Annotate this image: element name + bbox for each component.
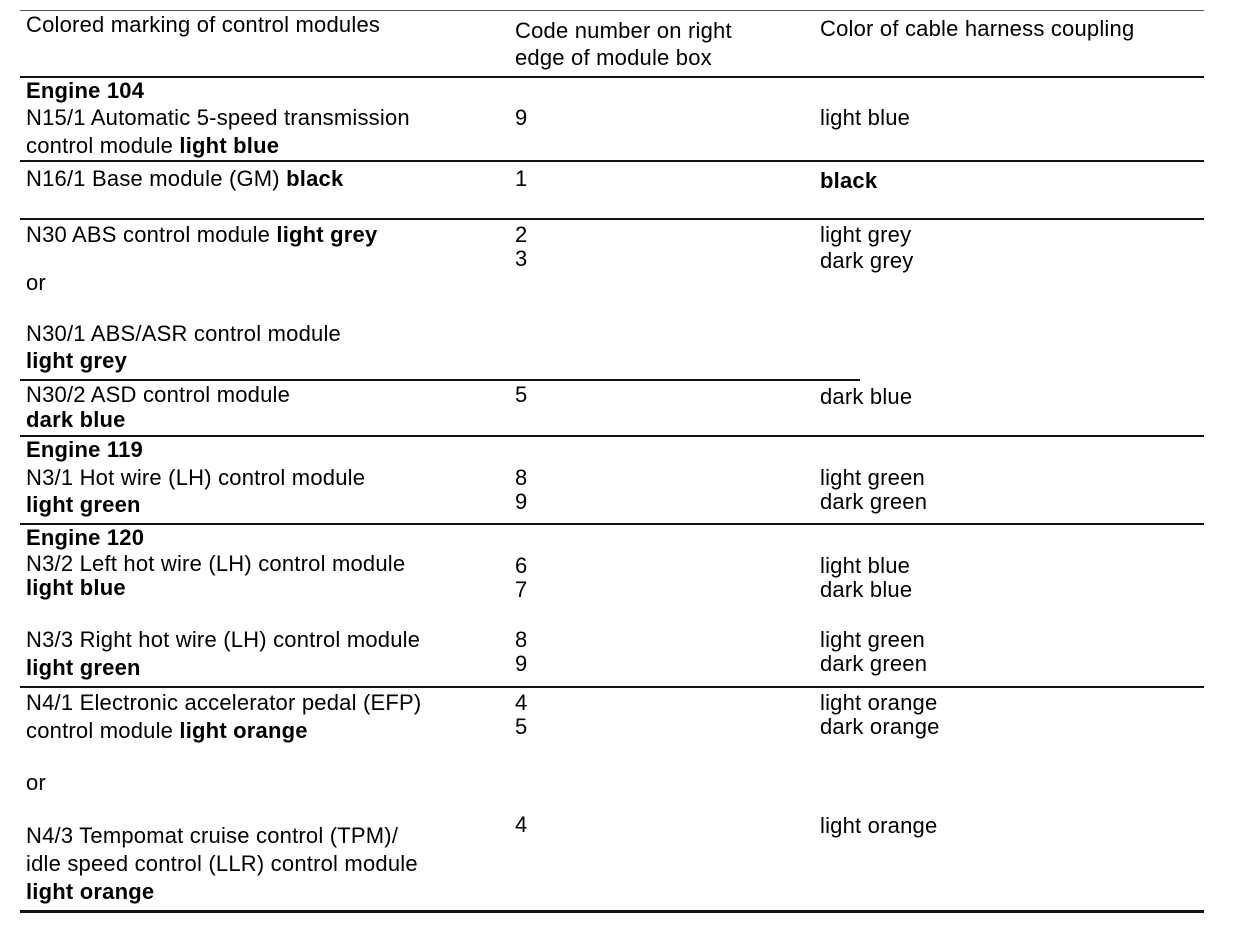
n4-3-label-line3: light orange — [26, 879, 155, 904]
n15-1-label-text: control module — [26, 133, 180, 158]
header-col-code-line2: edge of module box — [515, 45, 712, 70]
n30-label-text: N30 ABS control module — [26, 222, 277, 247]
header-col-marking: Colored marking of control modules — [26, 12, 381, 37]
n3-1-code-1: 8 — [515, 465, 528, 490]
n3-1-code-2: 9 — [515, 489, 528, 514]
table-top-rule — [20, 10, 1204, 11]
n3-2-coupling-color-2: dark blue — [820, 577, 913, 602]
n15-1-coupling-color: light blue — [820, 105, 911, 130]
n16-1-label-text: N16/1 Base module (GM) — [26, 166, 287, 191]
n3-1-label-line1: N3/1 Hot wire (LH) control module — [26, 465, 366, 490]
row-rule-6 — [20, 686, 1204, 688]
n3-3-coupling-color-2: dark green — [820, 651, 928, 676]
n3-2-code-2: 7 — [515, 577, 528, 602]
n3-3-code-1: 8 — [515, 627, 528, 652]
n30-1-label-line2: light grey — [26, 348, 128, 373]
n4-1-code-2: 5 — [515, 714, 528, 739]
n30-code-2: 3 — [515, 246, 528, 271]
n3-1-coupling-color-2: dark green — [820, 489, 928, 514]
section-engine-119: Engine 119 — [26, 437, 143, 462]
row-rule-5 — [20, 523, 1204, 525]
n30-1-label-line1: N30/1 ABS/ASR control module — [26, 321, 341, 346]
n16-1-label — [26, 166, 343, 192]
n30-2-code: 5 — [515, 382, 528, 407]
or-separator-1: or — [26, 270, 46, 295]
header-rule — [20, 76, 1204, 78]
section-engine-120: Engine 120 — [26, 525, 145, 550]
row-rule-3 — [20, 379, 860, 381]
n3-1-label-line2: light green — [26, 492, 141, 517]
n15-1-label-line2 — [26, 133, 279, 159]
row-rule-4 — [20, 435, 1204, 437]
n30-2-coupling-color: dark blue — [820, 384, 913, 409]
header-col-code-line1: Code number on right — [515, 18, 732, 43]
n4-1-coupling-color-1: light orange — [820, 690, 938, 715]
n3-3-label-line1: N3/3 Right hot wire (LH) control module — [26, 627, 421, 652]
n3-2-label-line2: light blue — [26, 575, 126, 600]
n4-1-label-line1: N4/1 Electronic accelerator pedal (EFP) — [26, 690, 422, 715]
n15-1-code: 9 — [515, 105, 528, 130]
n4-1-label-text: control module — [26, 718, 180, 743]
n4-3-coupling-color: light orange — [820, 813, 938, 838]
n4-1-label-line2 — [26, 718, 308, 744]
n4-1-code-1: 4 — [515, 690, 528, 715]
n4-3-label-line2: idle speed control (LLR) control module — [26, 851, 418, 876]
n30-2-label-line1: N30/2 ASD control module — [26, 382, 291, 407]
header-col-coupling: Color of cable harness coupling — [820, 16, 1135, 41]
row-rule-1 — [20, 160, 1204, 162]
row-rule-2 — [20, 218, 1204, 220]
n3-3-code-2: 9 — [515, 651, 528, 676]
n3-2-code-1: 6 — [515, 553, 528, 578]
n4-3-code: 4 — [515, 812, 528, 837]
n3-1-coupling-color-1: light green — [820, 465, 925, 490]
n30-label-color: light grey — [276, 222, 378, 247]
n30-code-1: 2 — [515, 222, 528, 247]
or-separator-2: or — [26, 770, 46, 795]
n30-2-label-line2: dark blue — [26, 407, 126, 432]
n15-1-label-color: light blue — [179, 133, 280, 158]
section-engine-104: Engine 104 — [26, 78, 145, 103]
table-bottom-rule — [20, 910, 1204, 913]
n15-1-label-line1: N15/1 Automatic 5-speed transmission — [26, 105, 410, 130]
n30-coupling-color-1: light grey — [820, 222, 912, 247]
n4-3-label-line1: N4/3 Tempomat cruise control (TPM)/ — [26, 823, 399, 848]
n3-2-coupling-color-1: light blue — [820, 553, 911, 578]
n30-label — [26, 222, 377, 248]
n3-2-label-line1: N3/2 Left hot wire (LH) control module — [26, 551, 406, 576]
n3-3-coupling-color-1: light green — [820, 627, 925, 652]
n16-1-label-color: black — [286, 166, 344, 191]
n30-coupling-color-2: dark grey — [820, 248, 914, 273]
n4-1-coupling-color-2: dark orange — [820, 714, 940, 739]
n16-1-code: 1 — [515, 166, 528, 191]
n16-1-coupling-color: black — [820, 168, 878, 193]
n3-3-label-line2: light green — [26, 655, 141, 680]
n4-1-label-color: light orange — [179, 718, 308, 743]
